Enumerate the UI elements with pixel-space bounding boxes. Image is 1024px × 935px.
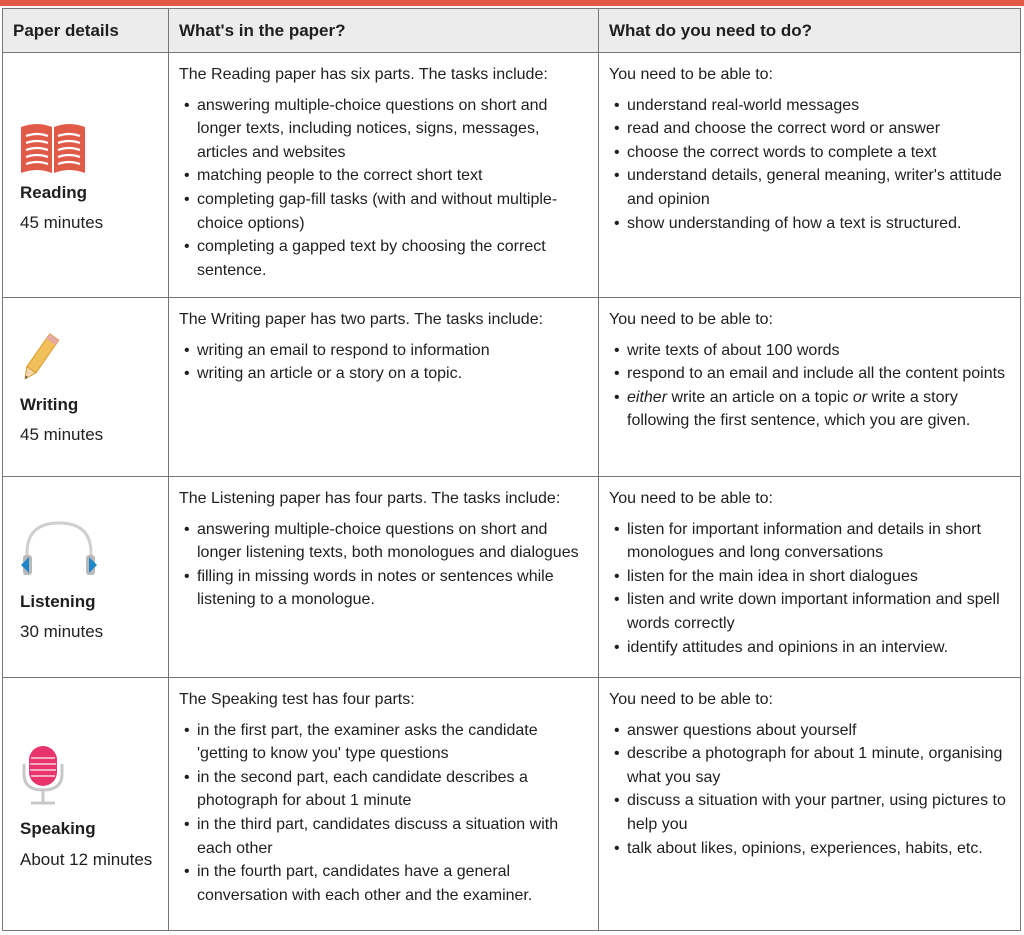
either-text-1: write an article on a topic: [667, 388, 853, 406]
list-item: • matching people to the correct short text: [179, 164, 588, 188]
exam-table: [2, 8, 1021, 931]
paper-name: Listening: [20, 592, 96, 611]
task-list: [179, 518, 588, 612]
paper-name: Writing: [20, 395, 79, 414]
paper-name: Reading: [20, 183, 88, 202]
paper-details-listening: [3, 477, 169, 678]
requirements-listening: [599, 477, 1021, 678]
list-item: • filling in missing words in notes or sentences while listening to a monologue.: [179, 565, 588, 612]
list-item: • answering multiple-choice questions on short and longer listening texts, both monologues and dialogues: [179, 518, 588, 565]
table-row: [3, 53, 1021, 298]
table-row: [3, 477, 1021, 678]
list-item: • describe a photograph for about 1 minute, organising what you say: [609, 742, 1010, 789]
intro-text: The Reading paper has six parts. The tasks include:: [179, 66, 548, 83]
list-item: • writing an email to respond to information: [179, 339, 588, 363]
list-item: • understand details, general meaning, writer's attitude and opinion: [609, 164, 1010, 211]
paper-duration: 45 minutes: [20, 213, 104, 232]
accent-bar: [0, 0, 1024, 6]
table-row: [3, 678, 1021, 931]
intro-text: You need to be able to:: [609, 691, 773, 708]
emphasis-or: or: [852, 388, 868, 406]
paper-name: Speaking: [20, 819, 96, 838]
headphones-icon: [19, 515, 99, 588]
header-what-to-do: What do you need to do?: [599, 9, 1021, 53]
list-item: • in the fourth part, candidates have a general conversation with each other and the examiner.: [179, 860, 588, 907]
list-item: • in the third part, candidates discuss a situation with each other: [179, 813, 588, 860]
task-list: [179, 719, 588, 908]
requirements-reading: [599, 53, 1021, 298]
paper-contents-reading: [169, 53, 599, 298]
paper-details-writing: [3, 298, 169, 477]
requirements-speaking: [599, 678, 1021, 931]
pencil-icon: [19, 330, 59, 391]
microphone-icon: [19, 744, 67, 813]
list-item: • listen for the main idea in short dialogues: [609, 565, 1010, 589]
header-paper-details: Paper details: [3, 9, 169, 53]
requirement-list: [609, 719, 1010, 861]
book-icon: [19, 121, 87, 180]
paper-details-speaking: [3, 678, 169, 931]
list-item: • read and choose the correct word or answer: [609, 117, 1010, 141]
paper-contents-listening: [169, 477, 599, 678]
list-item: • identify attitudes and opinions in an interview.: [609, 636, 1010, 660]
task-list: [179, 339, 588, 386]
requirement-list: [609, 518, 1010, 660]
requirement-list: [609, 339, 1010, 433]
list-item: • completing gap-fill tasks (with and without multiple-choice options): [179, 188, 588, 235]
list-item: [609, 386, 1010, 433]
list-item: • choose the correct words to complete a text: [609, 141, 1010, 165]
list-item: • understand real-world messages: [609, 94, 1010, 118]
list-item: • in the first part, the examiner asks the candidate 'getting to know you' type questions: [179, 719, 588, 766]
intro-text: The Writing paper has two parts. The tasks include:: [179, 311, 544, 328]
list-item: • completing a gapped text by choosing the correct sentence.: [179, 235, 588, 282]
header-whats-in-paper: What's in the paper?: [169, 9, 599, 53]
intro-text: You need to be able to:: [609, 311, 773, 328]
list-item: • listen and write down important information and spell words correctly: [609, 588, 1010, 635]
paper-contents-writing: [169, 298, 599, 477]
intro-text: The Listening paper has four parts. The tasks include:: [179, 490, 561, 507]
requirements-writing: [599, 298, 1021, 477]
either-text-2: write a story following the first sentence, which you are given.: [627, 388, 971, 430]
list-item: • respond to an email and include all the content points: [609, 362, 1010, 386]
list-item: • answering multiple-choice questions on short and longer texts, including notices, signs, messages, articles and websites: [179, 94, 588, 165]
table-header-row: [3, 9, 1021, 53]
intro-text: You need to be able to:: [609, 490, 773, 507]
task-list: [179, 94, 588, 283]
intro-text: The Speaking test has four parts:: [179, 691, 415, 708]
table-row: [3, 298, 1021, 477]
list-item: • answer questions about yourself: [609, 719, 1010, 743]
list-item: • writing an article or a story on a topic.: [179, 362, 588, 386]
requirement-list: [609, 94, 1010, 236]
list-item: • discuss a situation with your partner, using pictures to help you: [609, 789, 1010, 836]
list-item: • listen for important information and details in short monologues and long conversations: [609, 518, 1010, 565]
paper-duration: About 12 minutes: [20, 850, 153, 869]
paper-contents-speaking: [169, 678, 599, 931]
paper-duration: 45 minutes: [20, 425, 104, 444]
list-item: • write texts of about 100 words: [609, 339, 1010, 363]
list-item: • in the second part, each candidate describes a photograph for about 1 minute: [179, 766, 588, 813]
paper-details-reading: [3, 53, 169, 298]
list-item: • show understanding of how a text is structured.: [609, 212, 1010, 236]
emphasis-either: either: [627, 388, 668, 406]
intro-text: You need to be able to:: [609, 66, 773, 83]
paper-duration: 30 minutes: [20, 622, 104, 641]
list-item: • talk about likes, opinions, experiences, habits, etc.: [609, 837, 1010, 861]
